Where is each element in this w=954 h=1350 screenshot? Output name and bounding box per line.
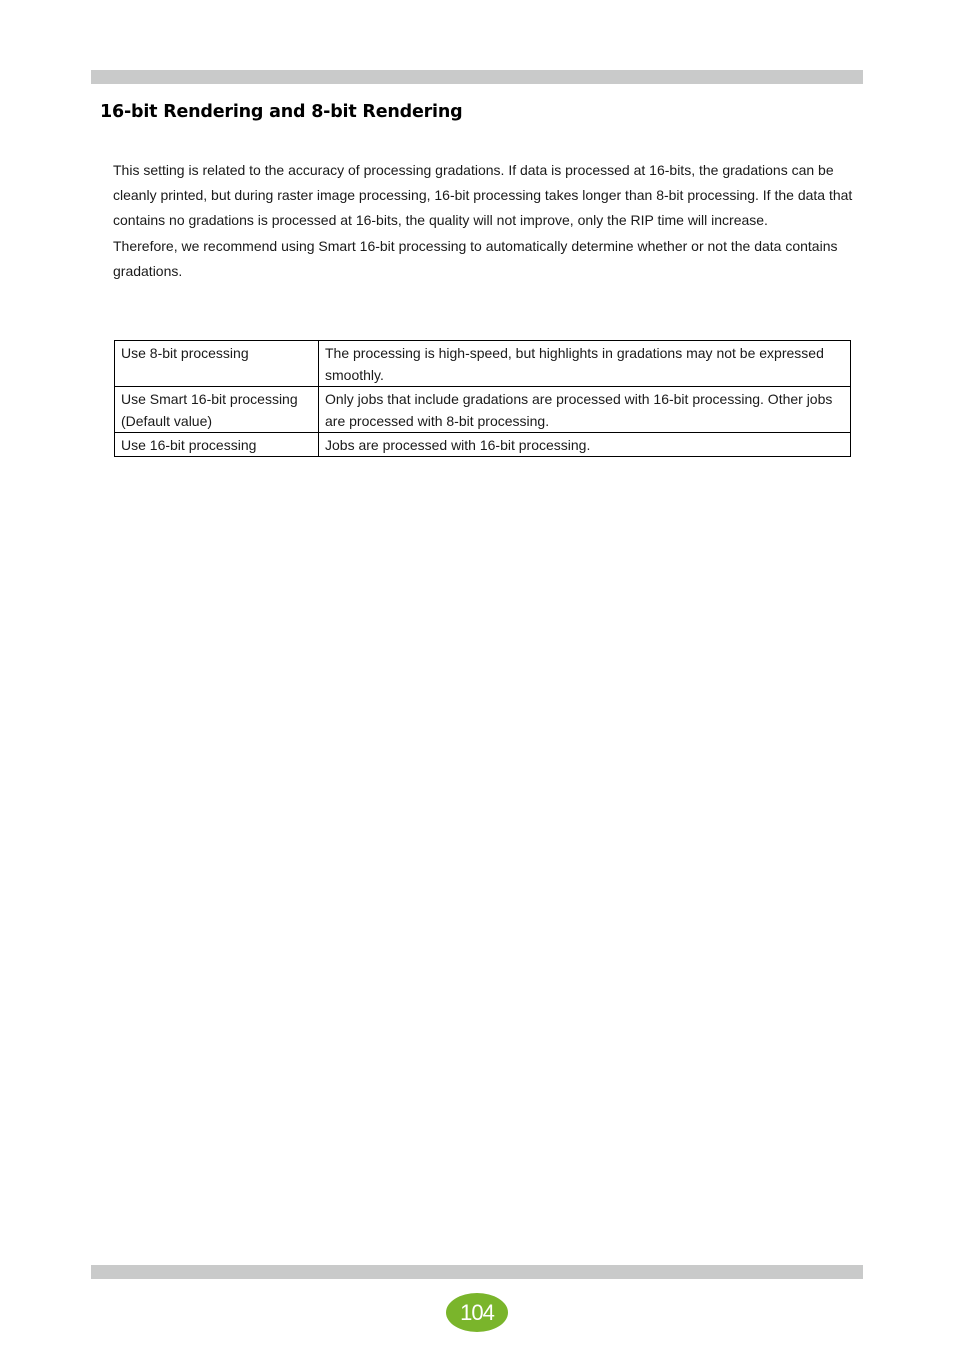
- section-heading: 16-bit Rendering and 8-bit Rendering: [100, 102, 463, 122]
- footer-rule: [91, 1265, 863, 1279]
- header-rule: [91, 70, 863, 84]
- rendering-options-table: [114, 340, 851, 457]
- table-cell-description: The processing is high-speed, but highlights in gradations may not be expressed smoothly.: [319, 341, 851, 387]
- table-cell-option: Use 8-bit processing: [115, 341, 319, 387]
- table-cell-description: Jobs are processed with 16-bit processing.: [319, 433, 851, 457]
- body-paragraph: Therefore, we recommend using Smart 16-bit processing to automatically determine whether or not the data contains gradations.: [113, 237, 838, 279]
- table-cell-description: Only jobs that include gradations are processed with 16-bit processing. Other jobs are processed with 8-bit processing.: [319, 387, 851, 433]
- page-number-badge: 104: [446, 1293, 508, 1332]
- table-row: [115, 387, 851, 433]
- table-cell-option: Use Smart 16-bit processing (Default value): [115, 387, 319, 433]
- section-body: [113, 158, 858, 284]
- table-row: [115, 341, 851, 387]
- table-row: [115, 433, 851, 457]
- table-cell-option: Use 16-bit processing: [115, 433, 319, 457]
- body-paragraph: This setting is related to the accuracy of processing gradations. If data is processed at 16-bits, the gradations can be cleanly printed, but during raster image processing, 16-bit processing takes longer than 8-bit processing. If the data that contains no gradations is processed at 16-bits, the quality will not improve, only the RIP time will increase.: [113, 162, 853, 229]
